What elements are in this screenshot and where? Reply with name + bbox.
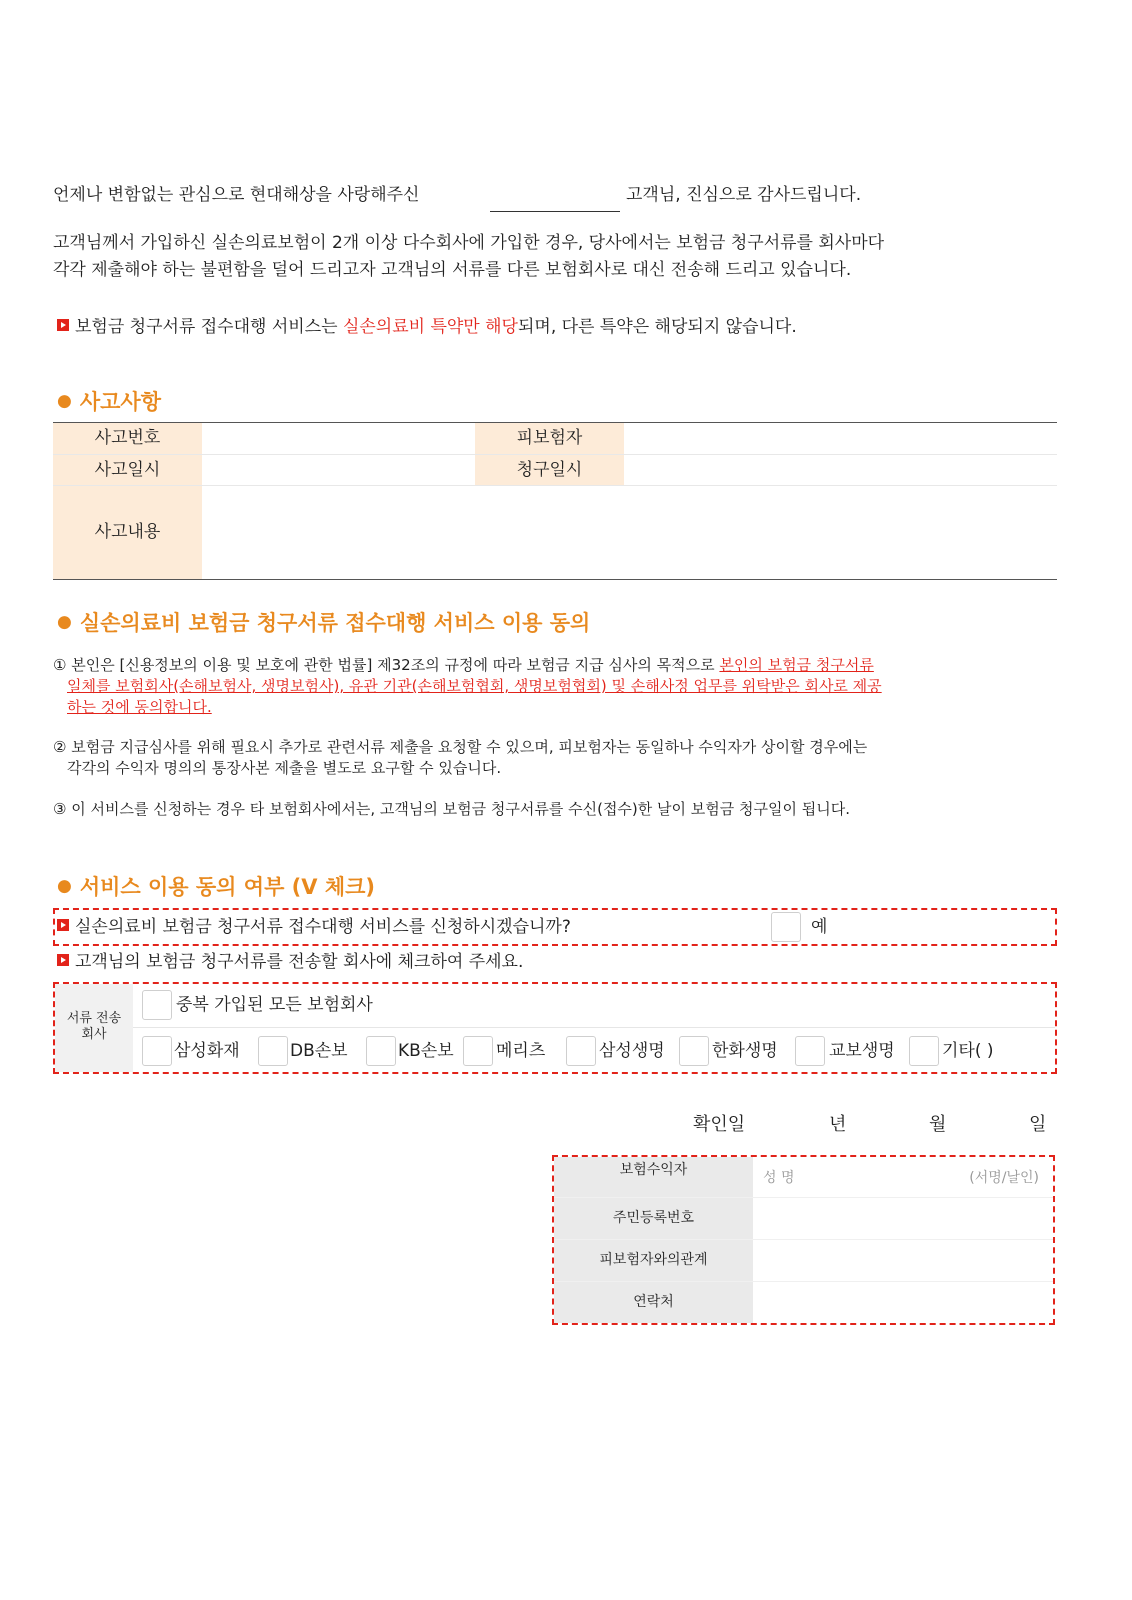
- sign-label: (서명/날인): [969, 1170, 1039, 1186]
- contact-label: 연락처: [633, 1294, 674, 1310]
- notice-text-end: 되며, 다른 특약은 해당되지 않습니다.: [517, 317, 797, 337]
- beneficiary-label: 보험수익자: [619, 1162, 688, 1178]
- service-yes-label: 예: [811, 917, 828, 937]
- company-checkbox[interactable]: [258, 1036, 288, 1066]
- accident-datetime-label: 사고일시: [53, 455, 202, 485]
- company-label: KB손보: [398, 1041, 454, 1061]
- greeting-suffix: 고객님, 진심으로 감사드립니다.: [626, 185, 862, 205]
- bullet-icon: ●: [57, 876, 72, 896]
- service-question: 실손의료비 보험금 청구서류 접수대행 서비스를 신청하시겠습니까?: [57, 914, 571, 940]
- company-label: 한화생명: [712, 1041, 778, 1061]
- consent-item-2-text-2: 각각의 수익자 명의의 통장사본 제출을 별도로 요구할 수 있습니다.: [67, 759, 502, 777]
- item-marker: ①: [53, 656, 67, 674]
- all-companies-checkbox[interactable]: [142, 990, 172, 1020]
- consent-item-3: [53, 799, 850, 820]
- resident-no-label: 주민등록번호: [612, 1210, 695, 1226]
- company-instruction: 고객님의 보험금 청구서류를 전송할 회사에 체크하여 주세요.: [57, 949, 523, 975]
- intro-line-1: 고객님께서 가입하신 실손의료보험이 2개 이상 다수회사에 가입한 경우, 당사에서는 보험금 청구서류를 회사마다: [53, 233, 885, 253]
- consent-item-1-text: 본인은 [신용정보의 이용 및 보호에 관한 법률] 제32조의 규정에 따라 보험금 지급 심사의 목적으로: [71, 656, 720, 674]
- company-checkbox[interactable]: [566, 1036, 596, 1066]
- consent-item-1-highlight: 본인의 보험금 청구서류: [719, 656, 874, 674]
- bullet-icon: ●: [57, 612, 72, 632]
- relation-label: 피보험자와의관계: [599, 1252, 708, 1268]
- consent-section-title: ● 실손의료비 보험금 청구서류 접수대행 서비스 이용 동의: [57, 611, 591, 635]
- item-marker: ③: [53, 800, 67, 818]
- accident-number-label: 사고번호: [53, 423, 202, 454]
- resident-no-field[interactable]: [753, 1198, 1053, 1238]
- company-checkbox[interactable]: [909, 1036, 939, 1066]
- company-checkbox[interactable]: [142, 1036, 172, 1066]
- greeting-prefix: 언제나 변함없는 관심으로 현대해상을 사랑해주신: [53, 185, 420, 205]
- consent-item-1-highlight-3: 하는 것에 동의합니다.: [67, 698, 212, 716]
- company-label: DB손보: [290, 1041, 348, 1061]
- consent-item-1-highlight-2: 일체를 보험회사(손해보험사, 생명보험사), 유관 기관(손해보험협회, 생명보험협회) 및 손해사정 업무를 위탁받은 회사로 제공: [67, 677, 882, 695]
- bullet-icon: ●: [57, 391, 72, 411]
- confirm-day-label: 일: [1029, 1114, 1047, 1135]
- greeting-line: [53, 182, 419, 208]
- accident-content-field[interactable]: [202, 486, 1057, 579]
- consent-item-2-text: 보험금 지급심사를 위해 필요시 추가로 관련서류 제출을 요청할 수 있으며, 피보험자는 동일하나 수익자가 상이할 경우에는: [71, 738, 868, 756]
- company-row-label: 서류 전송 회사: [66, 1011, 122, 1042]
- row-divider: [133, 1027, 1055, 1028]
- company-label: 메리츠: [496, 1041, 546, 1061]
- company-checkbox[interactable]: [366, 1036, 396, 1066]
- arrow-square-icon: [57, 954, 69, 966]
- all-companies-label: 중복 가입된 모든 보험회사: [176, 995, 373, 1015]
- company-label-other: 기타( ): [942, 1041, 994, 1061]
- relation-field[interactable]: [753, 1240, 1053, 1281]
- confirm-date-label: 확인일: [693, 1114, 746, 1135]
- customer-name-blank[interactable]: [490, 211, 620, 212]
- insured-label: 피보험자: [475, 423, 624, 454]
- contact-field[interactable]: [753, 1282, 1053, 1323]
- company-label: 교보생명: [829, 1041, 895, 1061]
- consent-item-1: [53, 655, 882, 718]
- confirm-month-label: 월: [929, 1114, 947, 1135]
- service-yes-checkbox[interactable]: [771, 912, 801, 942]
- insured-field[interactable]: [624, 423, 1057, 454]
- accident-datetime-field[interactable]: [202, 455, 475, 485]
- notice: [57, 314, 797, 340]
- company-label: 삼성화재: [174, 1041, 240, 1061]
- item-marker: ②: [53, 738, 67, 756]
- intro-line-2: 각각 제출해야 하는 불편함을 덜어 드리고자 고객님의 서류를 다른 보험회사로 대신 전송해 드리고 있습니다.: [53, 260, 852, 280]
- claim-date-field[interactable]: [624, 455, 1057, 485]
- company-label: 삼성생명: [599, 1041, 665, 1061]
- service-section-title: ● 서비스 이용 동의 여부 (V 체크): [57, 875, 375, 899]
- accident-number-field[interactable]: [202, 423, 475, 454]
- confirm-year-label: 년: [829, 1114, 847, 1135]
- accident-section-title: ● 사고사항: [57, 390, 161, 414]
- notice-highlight: 실손의료비 특약만 해당: [342, 317, 518, 337]
- arrow-square-icon: [57, 919, 69, 931]
- arrow-square-icon: [57, 319, 69, 331]
- consent-item-3-text: 이 서비스를 신청하는 경우 타 보험회사에서는, 고객님의 보험금 청구서류를 수신(접수)한 날이 보험금 청구일이 됩니다.: [71, 800, 850, 818]
- accident-table-bottom: [53, 579, 1057, 580]
- consent-item-2: [53, 737, 867, 779]
- company-checkbox[interactable]: [679, 1036, 709, 1066]
- name-placeholder[interactable]: 성 명: [763, 1170, 795, 1186]
- claim-date-label: 청구일시: [475, 455, 624, 485]
- company-checkbox[interactable]: [463, 1036, 493, 1066]
- notice-text: 보험금 청구서류 접수대행 서비스는: [75, 317, 343, 337]
- accident-content-label: 사고내용: [53, 486, 202, 579]
- company-checkbox[interactable]: [795, 1036, 825, 1066]
